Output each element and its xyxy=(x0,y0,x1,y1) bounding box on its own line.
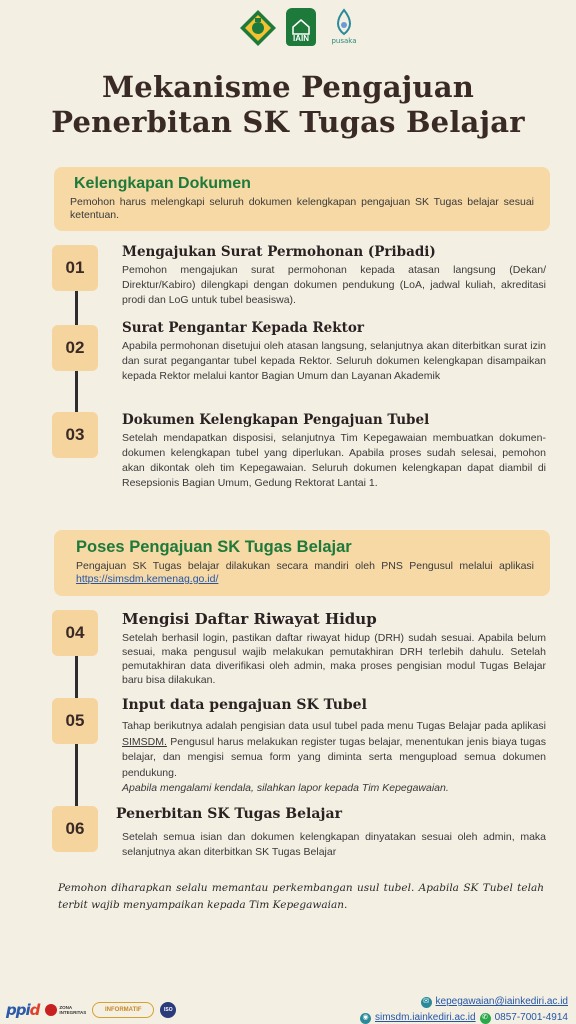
step-item xyxy=(122,320,546,384)
section-kelengkapan-panel xyxy=(54,167,550,231)
ppid-logo-text: ppi xyxy=(6,1001,30,1019)
simsdm-inline-link[interactable]: SIMSDM. xyxy=(122,735,167,748)
step-item xyxy=(122,412,546,491)
zona-integritas-logo xyxy=(45,1004,86,1016)
simsdm-link[interactable]: https://simsdm.kemenag.go.id/ xyxy=(76,573,219,585)
step-body: Pemohon mengajukan surat permohonan kepada atasan langsung (Dekan/ Direktur/Kabiro) dilengkapi dengan dokumen pendukung (LoA, jadwal kuliah, akreditasi prodi dan LoG untuk tubel beasiswa). xyxy=(122,264,546,306)
contact-email[interactable]: kepegawaian@iainkediri.ac.id xyxy=(435,996,568,1007)
section-proses-panel xyxy=(54,530,550,596)
step-note: Apabila mengalami kendala, silahkan lapor kepada Tim Kepegawaian. xyxy=(122,782,449,794)
contact-email-row xyxy=(360,994,568,1010)
step-number-badge: 01 xyxy=(52,245,98,291)
step-body: Setelah semua isian dan dokumen kelengkapan dinyatakan sesuai oleh admin, maka selanjutnya akan diterbitkan SK Tugas Belajar xyxy=(122,831,546,858)
step-body-text: Pengusul harus melakukan register tugas belajar, menentukan jenis biaya tugas belajar, dan mengisi semua form yang diminta serta mengupload semua dokumen pendukung. xyxy=(122,735,546,779)
zona-integritas-text xyxy=(59,1005,86,1015)
step-number-badge: 06 xyxy=(52,806,98,852)
informatif-badge: INFORMATIF xyxy=(92,1002,154,1018)
contact-website[interactable]: simsdm.iainkediri.ac.id xyxy=(375,1012,476,1023)
section-proses-desc-text: Pengajuan SK Tugas belajar dilakukan secara mandiri oleh PNS Pengusul melalui aplikasi xyxy=(76,560,534,572)
email-icon: ✉ xyxy=(421,997,432,1008)
step-body: Apabila permohonan disetujui oleh atasan langsung, selanjutnya akan diterbitkan surat izin dan surat pegangantar tubel kepada Rektor. Seluruh dokumen kelengkapan disampaikan kepada Rektor melalui kantor Bagian Umum dan Layanan Akademik xyxy=(122,340,546,382)
step-body: Setelah berhasil login, pastikan daftar riwayat hidup (DRH) sudah sesuai. Apabila belum sesuai, maka pengusul wajib melakukan pemutakhiran DRH terlebih dahulu. Setelah pemutakhiran data diverifikasi oleh admin, maka proses pengisian modul Tugas Belajar baru bisa dilakukan. xyxy=(122,632,546,686)
step-title: Dokumen Kelengkapan Pengajuan Tubel xyxy=(122,412,430,428)
contact-phone[interactable]: 0857-7001-4914 xyxy=(494,1012,568,1023)
step-title: Penerbitan SK Tugas Belajar xyxy=(116,806,342,822)
step-body-text: Tahap berikutnya adalah pengisian data usul tubel pada menu Tugas Belajar pada aplikasi xyxy=(122,720,546,732)
page-title xyxy=(0,70,576,140)
step-item xyxy=(122,244,546,308)
ppid-logo-accent: d xyxy=(29,1001,40,1019)
kemenag-logo-icon xyxy=(238,8,278,48)
zona-integritas-icon xyxy=(45,1004,57,1016)
pusaka-logo-text: pusaka xyxy=(331,37,357,45)
step-title: Mengisi Daftar Riwayat Hidup xyxy=(122,610,377,628)
ppid-logo xyxy=(6,1001,39,1019)
step-title: Input data pengajuan SK Tubel xyxy=(122,697,367,713)
iain-logo-text: IAIN xyxy=(293,34,309,43)
section-proses-heading: Poses Pengajuan SK Tugas Belajar xyxy=(76,538,352,556)
step-item xyxy=(122,697,546,796)
header-logos xyxy=(238,8,364,48)
step-item xyxy=(116,806,546,860)
zona-line-1: ZONA xyxy=(59,1005,73,1010)
step-number-badge: 05 xyxy=(52,698,98,744)
iso-badge-icon: ISO xyxy=(160,1002,176,1018)
title-line-1: Mekanisme Pengajuan xyxy=(102,70,474,104)
step-number-badge: 04 xyxy=(52,610,98,656)
contact-info xyxy=(360,994,568,1024)
footer-note: Pemohon diharapkan selalu memantau perkembangan usul tubel. Apabila SK Tubel telah terbit wajib menyampaikan kepada Tim Kepegawaian. xyxy=(58,882,544,911)
step-number-badge: 03 xyxy=(52,412,98,458)
step-title: Surat Pengantar Kepada Rektor xyxy=(122,320,364,336)
step-body xyxy=(122,719,546,781)
step-body: Setelah mendapatkan disposisi, selanjutnya Tim Kepegawaian membuatkan dokumen-dokumen kelengkapan tubel yang diperlukan. Apabila proses sudah selesai, pemohon akan dikontak oleh tim Kepegawaian. Seluruh dokumen kelengkapan dapat diambil di Resepsionis Bagian Umum, Gedung Rektorat Lantai 1. xyxy=(122,432,546,489)
globe-icon: ◉ xyxy=(360,1013,371,1024)
step-item xyxy=(122,611,546,687)
contact-web-row xyxy=(360,1010,568,1024)
title-line-2: Penerbitan SK Tugas Belajar xyxy=(51,105,525,139)
section-proses-desc xyxy=(76,560,534,586)
whatsapp-icon: ✆ xyxy=(480,1013,491,1024)
section-kelengkapan-desc: Pemohon harus melengkapi seluruh dokumen kelengkapan pengajuan SK Tugas belajar sesuai ketentuan. xyxy=(70,196,534,221)
footer-logos xyxy=(6,1001,176,1019)
pusaka-logo-icon xyxy=(324,8,364,45)
zona-line-2: INTEGRITAS xyxy=(59,1010,87,1015)
iain-logo-icon xyxy=(286,8,316,46)
step-title: Mengajukan Surat Permohonan (Pribadi) xyxy=(122,244,436,260)
section-kelengkapan-heading: Kelengkapan Dokumen xyxy=(74,175,251,192)
step-number-badge: 02 xyxy=(52,325,98,371)
